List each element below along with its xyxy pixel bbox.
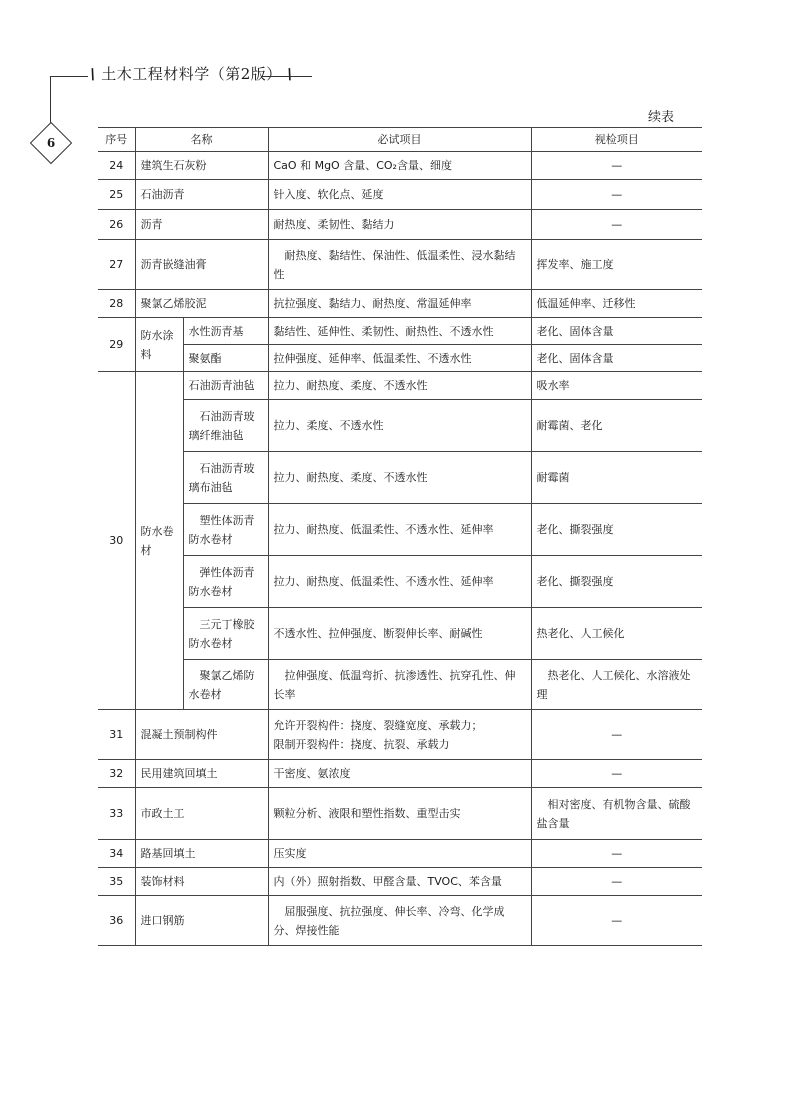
row-no: 31 <box>98 710 135 760</box>
row-required: 拉伸强度、低温弯折、抗渗透性、抗穿孔性、伸长率 <box>268 660 531 710</box>
row-name: 沥青嵌缝油膏 <box>135 240 268 290</box>
col-header-name: 名称 <box>135 128 268 152</box>
row-no: 35 <box>98 868 135 896</box>
row-visual: 吸水率 <box>531 372 702 400</box>
row-visual: 耐霉菌、老化 <box>531 400 702 452</box>
row-subitem-name: 聚氯乙烯防水卷材 <box>183 660 268 710</box>
header-rule-vertical <box>50 76 51 124</box>
row-name: 路基回填土 <box>135 840 268 868</box>
row-subitem-name: 石油沥青玻璃纤维油毡 <box>183 400 268 452</box>
row-visual: 耐霉菌 <box>531 452 702 504</box>
table-row <box>98 788 702 840</box>
table-row <box>98 400 702 452</box>
running-header <box>87 63 296 84</box>
row-name: 混凝土预制构件 <box>135 710 268 760</box>
row-required: 拉力、柔度、不透水性 <box>268 400 531 452</box>
row-no: 34 <box>98 840 135 868</box>
row-required: 拉力、耐热度、柔度、不透水性 <box>268 452 531 504</box>
col-header-no: 序号 <box>98 128 135 152</box>
row-no: 27 <box>98 240 135 290</box>
table-row <box>98 760 702 788</box>
row-visual: — <box>531 180 702 210</box>
row-required: 屈服强度、抗拉强度、伸长率、冷弯、化学成分、焊接性能 <box>268 896 531 946</box>
table-row <box>98 372 702 400</box>
row-visual: 挥发率、施工度 <box>531 240 702 290</box>
row-required: 黏结性、延伸性、柔韧性、耐热性、不透水性 <box>268 318 531 345</box>
table-row <box>98 710 702 760</box>
row-visual: — <box>531 760 702 788</box>
row-visual: — <box>531 710 702 760</box>
row-subitem-name: 弹性体沥青防水卷材 <box>183 556 268 608</box>
row-visual: 老化、固体含量 <box>531 345 702 372</box>
row-no: 32 <box>98 760 135 788</box>
row-required: CaO 和 MgO 含量、CO₂含量、细度 <box>268 152 531 180</box>
table-row <box>98 504 702 556</box>
table-row <box>98 840 702 868</box>
row-name: 装饰材料 <box>135 868 268 896</box>
row-required: 抗拉强度、黏结力、耐热度、常温延伸率 <box>268 290 531 318</box>
row-name: 市政土工 <box>135 788 268 840</box>
slash-ornament-left: \ <box>87 65 99 83</box>
table-row <box>98 152 702 180</box>
book-title: 土木工程材料学（第2版） <box>101 65 282 83</box>
table-row <box>98 345 702 372</box>
row-no: 24 <box>98 152 135 180</box>
required-line: 允许开裂构件：挠度、裂缝宽度、承载力； <box>273 718 483 732</box>
row-visual: 热老化、人工候化、水溶液处理 <box>531 660 702 710</box>
row-name: 进口钢筋 <box>135 896 268 946</box>
row-subitem-name: 石油沥青玻璃布油毡 <box>183 452 268 504</box>
table-row <box>98 318 702 345</box>
row-no: 25 <box>98 180 135 210</box>
table-row <box>98 180 702 210</box>
row-no: 26 <box>98 210 135 240</box>
col-header-visual: 视检项目 <box>531 128 702 152</box>
row-visual: — <box>531 896 702 946</box>
row-name: 建筑生石灰粉 <box>135 152 268 180</box>
table-row <box>98 660 702 710</box>
row-no: 33 <box>98 788 135 840</box>
row-required: 压实度 <box>268 840 531 868</box>
row-visual: — <box>531 210 702 240</box>
row-required: 拉伸强度、延伸率、低温柔性、不透水性 <box>268 345 531 372</box>
row-subitem-name: 水性沥青基 <box>183 318 268 345</box>
row-name: 民用建筑回填土 <box>135 760 268 788</box>
row-required: 拉力、耐热度、柔度、不透水性 <box>268 372 531 400</box>
required-line: 限制开裂构件：挠度、抗裂、承载力 <box>273 737 450 751</box>
row-required: 耐热度、黏结性、保油性、低温柔性、浸水黏结性 <box>268 240 531 290</box>
page-number: 6 <box>46 136 56 150</box>
row-visual: — <box>531 840 702 868</box>
header-rule-right <box>262 76 312 77</box>
row-subitem-name: 三元丁橡胶防水卷材 <box>183 608 268 660</box>
row-subitem-name: 石油沥青油毡 <box>183 372 268 400</box>
row-no: 29 <box>98 318 135 372</box>
continued-label: 续表 <box>648 110 675 125</box>
row-name: 沥青 <box>135 210 268 240</box>
table-row <box>98 608 702 660</box>
row-required: 不透水性、拉伸强度、断裂伸长率、耐碱性 <box>268 608 531 660</box>
row-visual: 老化、撕裂强度 <box>531 504 702 556</box>
table-row <box>98 452 702 504</box>
row-required: 颗粒分析、液限和塑性指数、重型击实 <box>268 788 531 840</box>
row-visual: 低温延伸率、迁移性 <box>531 290 702 318</box>
table-row <box>98 290 702 318</box>
header-rule-left <box>50 76 88 77</box>
row-name: 聚氯乙烯胶泥 <box>135 290 268 318</box>
row-required: 干密度、氨浓度 <box>268 760 531 788</box>
row-required: 耐热度、柔韧性、黏结力 <box>268 210 531 240</box>
row-subitem-name: 聚氨酯 <box>183 345 268 372</box>
row-visual: — <box>531 152 702 180</box>
row-required: 针入度、软化点、延度 <box>268 180 531 210</box>
table-row <box>98 240 702 290</box>
row-visual: 相对密度、有机物含量、硫酸盐含量 <box>531 788 702 840</box>
row-required: 内（外）照射指数、甲醛含量、TVOC、苯含量 <box>268 868 531 896</box>
table-row <box>98 896 702 946</box>
row-visual: — <box>531 868 702 896</box>
row-required: 拉力、耐热度、低温柔性、不透水性、延伸率 <box>268 504 531 556</box>
row-name: 石油沥青 <box>135 180 268 210</box>
row-no: 36 <box>98 896 135 946</box>
row-no: 30 <box>98 372 135 710</box>
row-no: 28 <box>98 290 135 318</box>
row-category: 防水卷材 <box>135 372 183 710</box>
row-required: 拉力、耐热度、低温柔性、不透水性、延伸率 <box>268 556 531 608</box>
col-header-required: 必试项目 <box>268 128 531 152</box>
row-required <box>268 710 531 760</box>
table-header-row <box>98 128 702 152</box>
row-visual: 老化、撕裂强度 <box>531 556 702 608</box>
table-row <box>98 210 702 240</box>
row-visual: 热老化、人工候化 <box>531 608 702 660</box>
row-category: 防水涂料 <box>135 318 183 372</box>
row-subitem-name: 塑性体沥青防水卷材 <box>183 504 268 556</box>
table-row <box>98 556 702 608</box>
material-test-table <box>98 127 702 946</box>
row-visual: 老化、固体含量 <box>531 318 702 345</box>
table-row <box>98 868 702 896</box>
slash-ornament-right: \ <box>284 65 296 83</box>
